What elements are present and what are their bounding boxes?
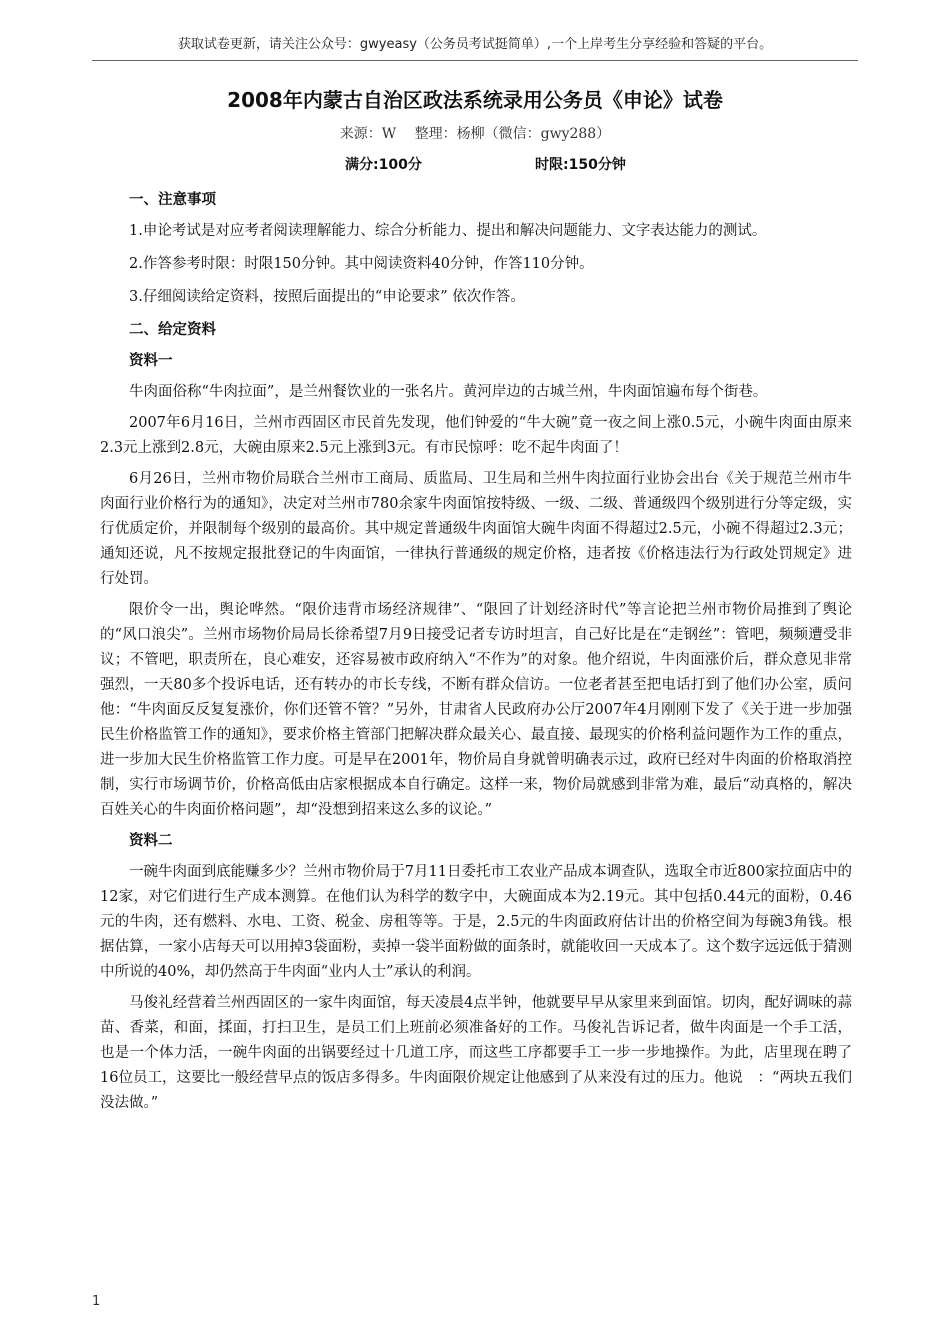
material-paragraph: 马俊礼经营着兰州西固区的一家牛肉面馆，每天凌晨4点半钟，他就要早早从家里来到面馆。切肉，配好调味的蒜苗、香菜，和面，揉面，打扫卫生，是员工们上班前必须准备好的工作。马俊礼告诉记者，做牛肉面是一个手工活，也是一个体力活，一碗牛肉面的出锅要经过十几道工序，而这些工序都要手工一步一步地操作。为此，店里现在聘了16位员工，这要比一般经营早点的饭店多得多。牛肉面限价规定让他感到了从来没有过的压力。他说 ：“两块五我们没法做。” [100,995,852,1111]
material-paragraph: 2007年6月16日，兰州市西固区市民首先发现，他们钟爱的“牛大碗”竟一夜之间上涨0.5元，小碗牛肉面由原来2.3元上涨到2.8元，大碗由原来2.5元上涨到3元。有市民惊呼：吃不起牛肉面了！ [100,415,852,456]
page-number: 1 [92,1294,101,1309]
note-item: 3.仔细阅读给定资料，按照后面提出的“申论要求” 依次作答。 [129,289,525,305]
note-item: 1.申论考试是对应考者阅读理解能力、综合分析能力、提出和解决问题能力、文字表达能力的测试。 [129,223,767,239]
exam-body [100,188,852,1122]
material-paragraph: 一碗牛肉面到底能赚多少？兰州市物价局于7月11日委托市工农业产品成本调查队，选取全市近800家拉面店中的12家，对它们进行生产成本测算。在他们认为科学的数字中，大碗面成本为2.19元。其中包括0.44元的面粉，0.46元的牛肉，还有燃料、水电、工资、税金、房租等等。于是，2.5元的牛肉面政府估计出的价格空间为每碗3角钱。根据估算，一家小店每天可以用掉3袋面粉，卖掉一袋半面粉做的面条时，就能收回一天成本了。这个数字远远低于猜测中所说的40%，却仍然高于牛肉面“业内人士”承认的利润。 [100,864,852,980]
header-note: 获取试卷更新，请关注公众号：gwyeasy（公务员考试挺简单）,一个上岸考生分享经验和答疑的平台。 [177,37,773,52]
section-heading-materials: 二、给定资料 [129,322,216,338]
exam-title: 2008年内蒙古自治区政法系统录用公务员《申论》试卷 [227,88,723,112]
material-heading: 资料一 [129,353,173,369]
time-limit: 时限:150分钟 [535,157,626,173]
material-paragraph: 限价令一出，舆论哗然。“限价违背市场经济规律”、“限回了计划经济时代”等言论把兰州市物价局推到了舆论的“风口浪尖”。兰州市场物价局局长徐希望7月9日接受记者专访时坦言，自己好比是在“走钢丝”：管吧，频频遭受非议；不管吧，职责所在，良心难安，还容易被市政府纳入“不作为”的对象。他介绍说，牛肉面涨价后，群众意见非常强烈，一天80多个投诉电话，还有转办的市长专线，不断有群众信访。一位老者甚至把电话打到了他们办公室，质问他：“牛肉面反反复复涨价，你们还管不管？”另外，甘肃省人民政府办公厅2007年4月刚刚下发了《关于进一步加强民生价格监管工作的通知》，要求价格主管部门把解决群众最关心、最直接、最现实的价格利益问题作为工作的重点，进一步加大民生价格监管工作力度。可是早在2001年，物价局自身就曾明确表示过，政府已经对牛肉面的价格取消控制，实行市场调节价，价格高低由店家根据成本自行确定。这样一来，物价局就感到非常为难，最后“动真格的，解决百姓关心的牛肉面价格问题”，却“没想到招来这么多的议论。” [100,602,852,818]
material-paragraph: 6月26日，兰州市物价局联合兰州市工商局、质监局、卫生局和兰州牛肉拉面行业协会出台《关于规范兰州市牛肉面行业价格行为的通知》，决定对兰州市780余家牛肉面馆按特级、一级、二级、普通级四个级别进行分等定级，实行优质定价，并限制每个级别的最高价。其中规定普通级牛肉面馆大碗牛肉面不得超过2.5元，小碗不得超过2.3元；通知还说，凡不按规定报批登记的牛肉面馆，一律执行普通级的规定价格，违者按《价格违法行为行政处罚规定》进行处罚。 [100,471,852,587]
header-divider [92,60,858,61]
material-heading: 资料二 [129,833,173,849]
note-item: 2.作答参考时限：时限150分钟。其中阅读资料40分钟，作答110分钟。 [129,256,594,272]
exam-source: 来源：W 整理：杨柳（微信：gwy288） [339,126,611,142]
section-heading-notes: 一、注意事项 [129,192,216,208]
full-score: 满分:100分 [345,157,422,173]
material-paragraph: 牛肉面俗称“牛肉拉面”，是兰州餐饮业的一张名片。黄河岸边的古城兰州，牛肉面馆遍布每个街巷。 [129,384,768,400]
